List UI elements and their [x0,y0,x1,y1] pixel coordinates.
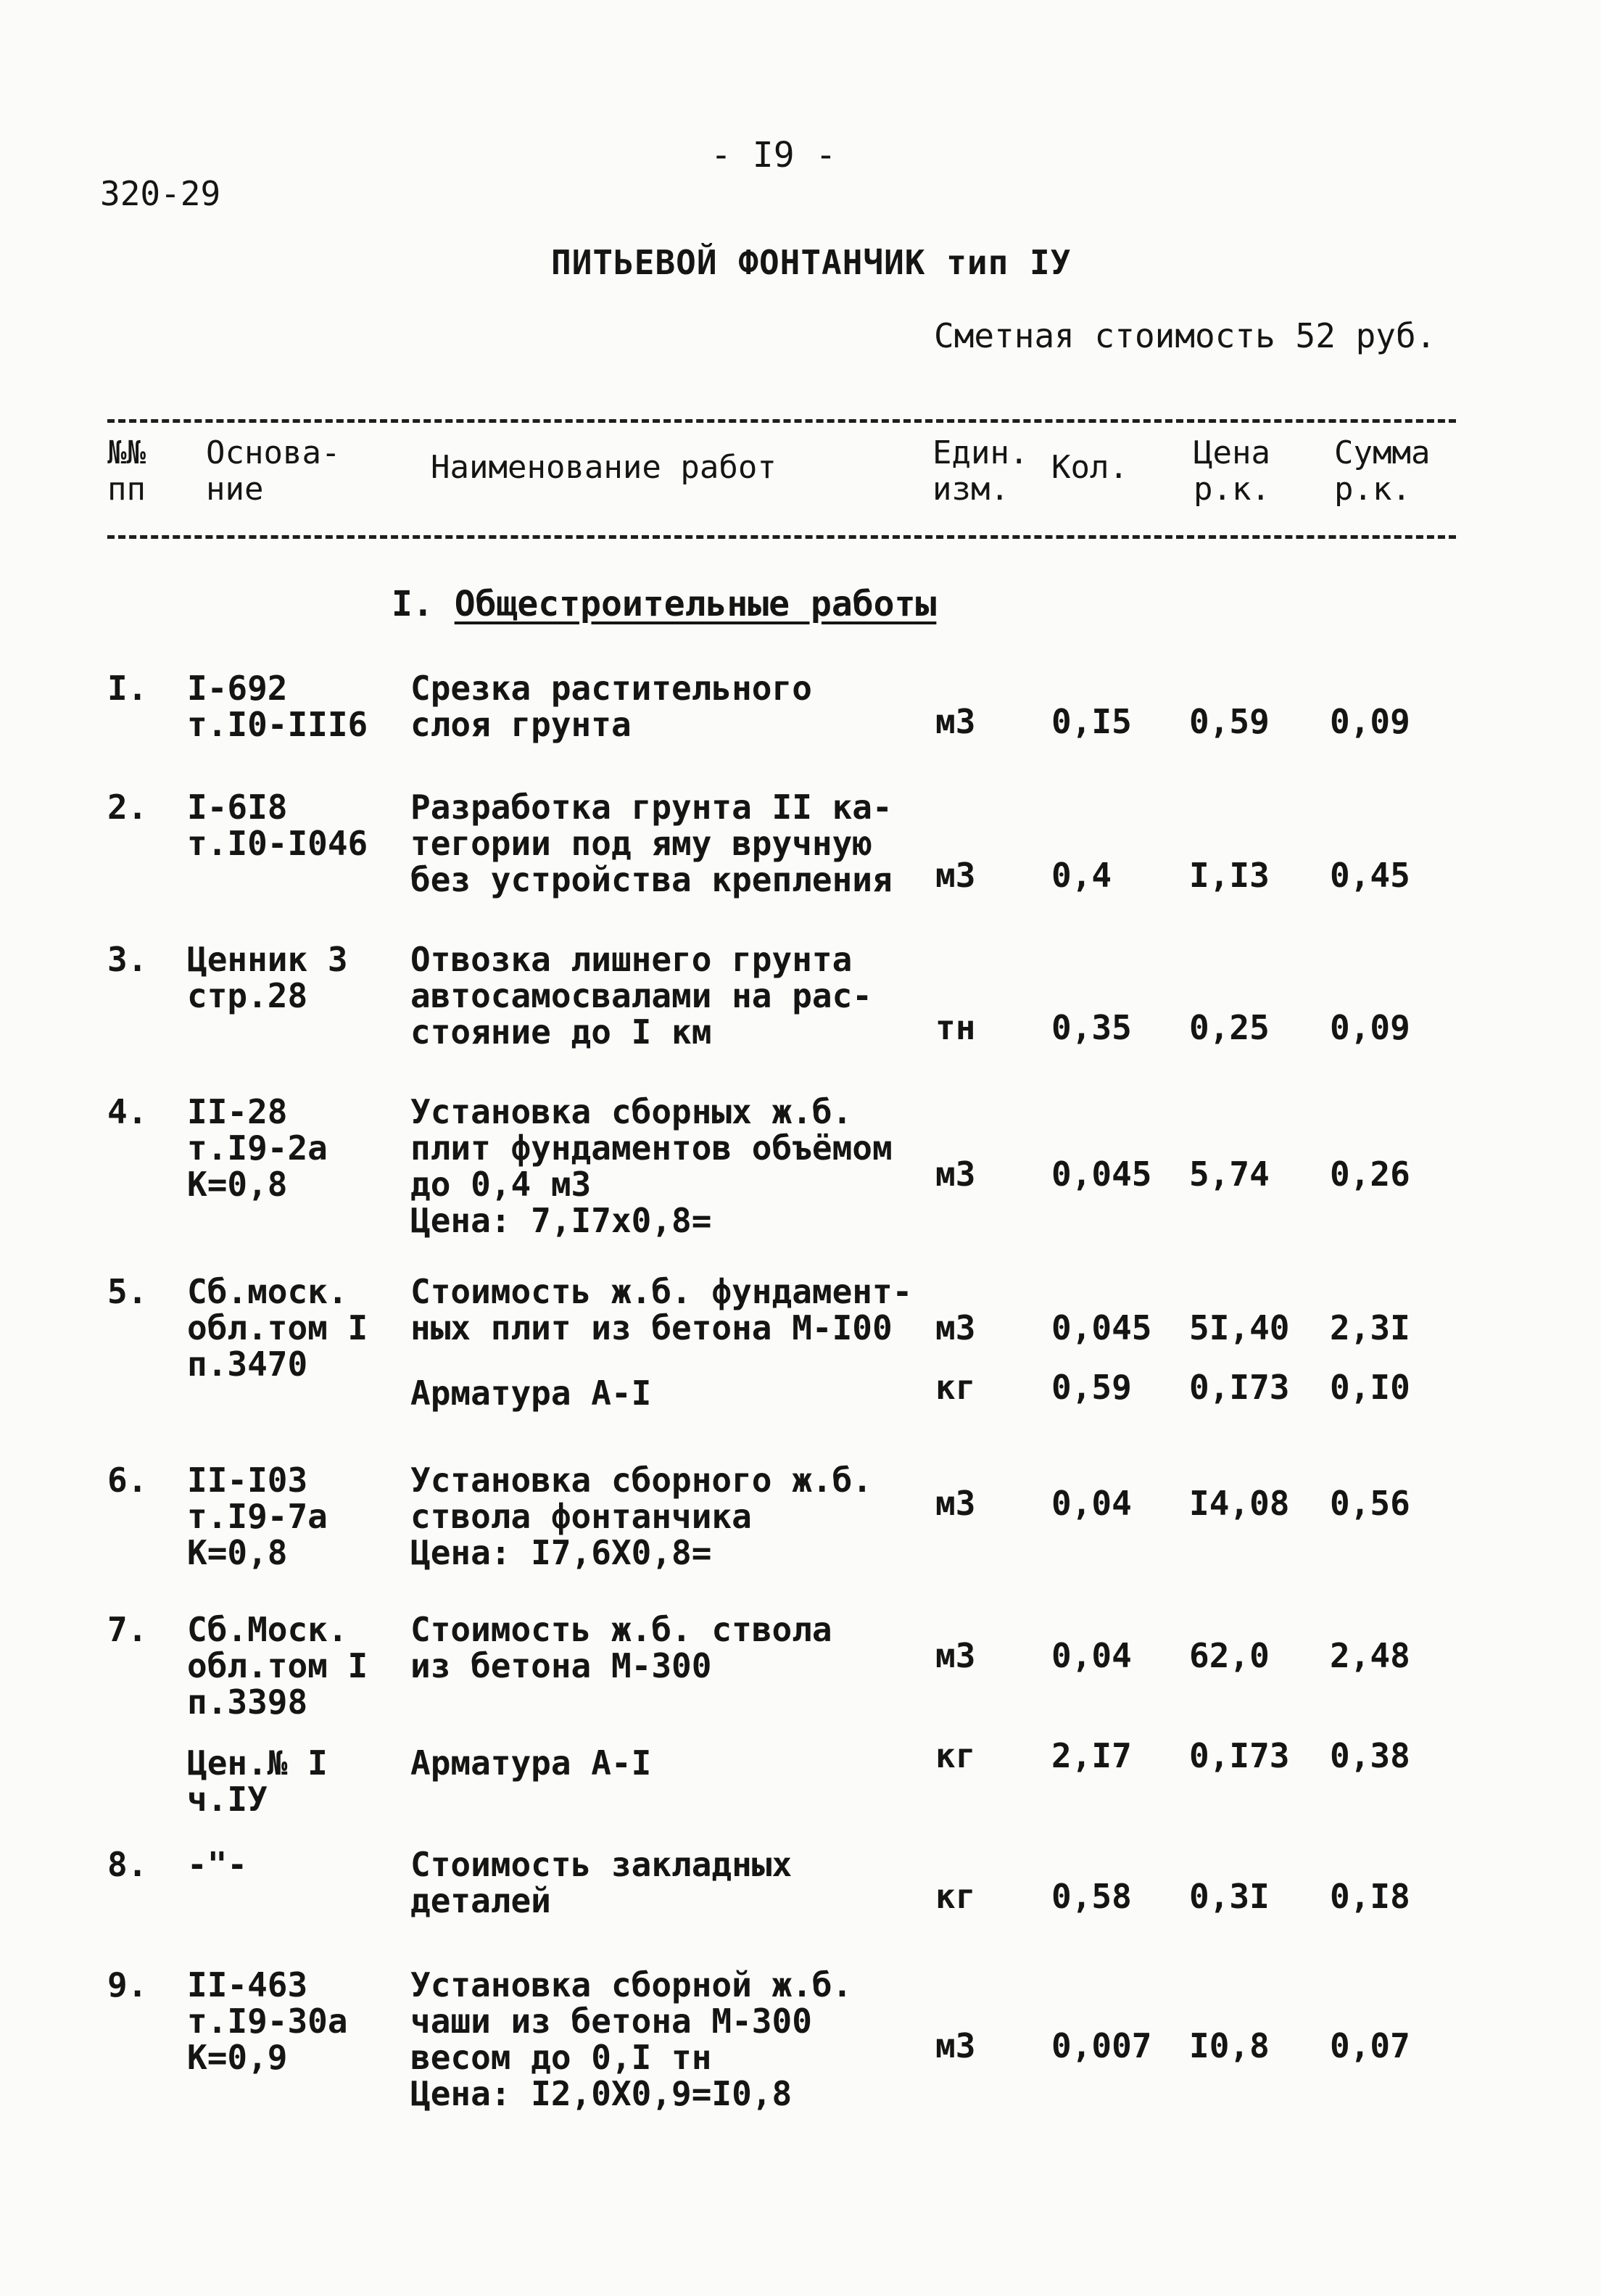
row-price: 62,0 [1189,1636,1270,1675]
row-sum: 0,07 [1330,2026,1410,2065]
page-number: - I9 - [711,135,837,175]
row-price: I,I3 [1189,856,1270,895]
row-unit: м3 [935,1636,976,1675]
row-price: 0,3I [1189,1877,1270,1916]
row-unit: кг [935,1877,976,1916]
col-header-unit: Един. изм. [932,434,1029,508]
row-quantity: 0,04 [1051,1636,1132,1675]
row-price: 0,59 [1189,702,1270,741]
row-basis: I-6I8 т.I0-I046 [187,788,368,863]
row-price: 0,I73 [1189,1736,1290,1775]
row-work-name: Срезка растительного слоя грунта [410,669,812,744]
row-number: 5. [107,1272,148,1311]
row-work-name: Стоимость ж.б. фундамент- ных плит из бетона М-I00 [410,1272,913,1347]
row-work-name: Установка сборного ж.б. ствола фонтанчика Цена: I7,6Х0,8= [410,1461,872,1572]
row-basis: -"- [187,1845,248,1884]
row-work-name: Стоимость ж.б. ствола из бетона М-300 [410,1610,832,1685]
row-work-name: Установка сборной ж.б. чаши из бетона М-300 весом до 0,I тн Цена: I2,0Х0,9=I0,8 [410,1965,853,2113]
row-basis: II-I03 т.I9-7а К=0,8 [187,1461,328,1572]
row-quantity: 2,I7 [1051,1736,1132,1775]
section-heading [392,584,936,624]
row-sum: 2,48 [1330,1636,1410,1675]
col-header-qty: Кол. [1051,449,1128,486]
row-number: 9. [107,1965,148,2004]
row-quantity: 0,007 [1051,2026,1152,2065]
row-basis: Цен.№ I ч.IУ [187,1743,328,1819]
row-price: 0,I73 [1189,1368,1290,1407]
col-header-price: Цена р.к. [1193,434,1270,508]
row-sum: 0,09 [1330,702,1410,741]
row-price: I4,08 [1189,1484,1290,1523]
row-basis: Ценник 3 стр.28 [187,940,348,1015]
estimated-cost: Сметная стоимость 52 руб. [934,316,1436,355]
row-basis: I-692 т.I0-III6 [187,669,368,744]
table-header-top-rule [107,419,1456,423]
row-price: 0,25 [1189,1008,1270,1047]
col-header-no: №№ пп [107,434,146,508]
row-work-name: Стоимость закладных деталей [410,1845,793,1920]
row-unit: тн [935,1008,976,1047]
row-sum: 0,56 [1330,1484,1410,1523]
table-header-bottom-rule [107,535,1456,539]
row-work-name: Разработка грунта II ка- тегории под яму вручную без устройства крепления [410,788,893,899]
row-sum: 2,3I [1330,1308,1410,1347]
col-header-name: Наименование работ [431,449,777,486]
row-number: 6. [107,1461,148,1500]
row-number: 4. [107,1092,148,1131]
document-code: 320-29 [100,174,221,213]
row-number: 2. [107,788,148,827]
row-price: I0,8 [1189,2026,1270,2065]
row-sum: 0,I0 [1330,1368,1410,1407]
col-header-basis: Основа- ние [206,434,341,508]
row-quantity: 0,59 [1051,1368,1132,1407]
row-sum: 0,26 [1330,1155,1410,1194]
row-basis: II-28 т.I9-2а К=0,8 [187,1092,328,1204]
row-quantity: 0,045 [1051,1308,1152,1347]
row-unit: м3 [935,2026,976,2065]
row-quantity: 0,4 [1051,856,1112,895]
row-unit: кг [935,1736,976,1775]
document-title: ПИТЬЕВОЙ ФОНТАНЧИК тип IУ [551,243,1072,282]
row-work-name: Отвозка лишнего грунта автосамосвалами на рас- стояние до I км [410,940,872,1052]
row-basis: Сб.моск. обл.том I п.3470 [187,1272,368,1384]
row-unit: кг [935,1368,976,1407]
row-quantity: 0,045 [1051,1155,1152,1194]
row-quantity: 0,04 [1051,1484,1132,1523]
row-number: I. [107,669,148,708]
row-quantity: 0,35 [1051,1008,1132,1047]
section-number: I. [392,584,434,624]
row-price: 5I,40 [1189,1308,1290,1347]
col-header-sum: Сумма р.к. [1334,434,1431,508]
row-work-name: Арматура А-I [410,1374,652,1413]
row-work-name: Арматура А-I [410,1743,652,1783]
row-number: 7. [107,1610,148,1649]
row-sum: 0,45 [1330,856,1410,895]
section-title: Общестроительные работы [454,584,937,624]
row-unit: м3 [935,1484,976,1523]
row-basis: II-463 т.I9-30а К=0,9 [187,1965,348,2077]
row-unit: м3 [935,702,976,741]
row-unit: м3 [935,856,976,895]
row-unit: м3 [935,1308,976,1347]
row-sum: 0,09 [1330,1008,1410,1047]
row-number: 3. [107,940,148,979]
row-quantity: 0,58 [1051,1877,1132,1916]
row-sum: 0,I8 [1330,1877,1410,1916]
row-unit: м3 [935,1155,976,1194]
row-number: 8. [107,1845,148,1884]
row-work-name: Установка сборных ж.б. плит фундаментов объёмом до 0,4 м3 Цена: 7,I7х0,8= [410,1092,893,1240]
row-price: 5,74 [1189,1155,1270,1194]
row-quantity: 0,I5 [1051,702,1132,741]
row-basis: Сб.Моск. обл.том I п.3398 [187,1610,368,1722]
row-sum: 0,38 [1330,1736,1410,1775]
